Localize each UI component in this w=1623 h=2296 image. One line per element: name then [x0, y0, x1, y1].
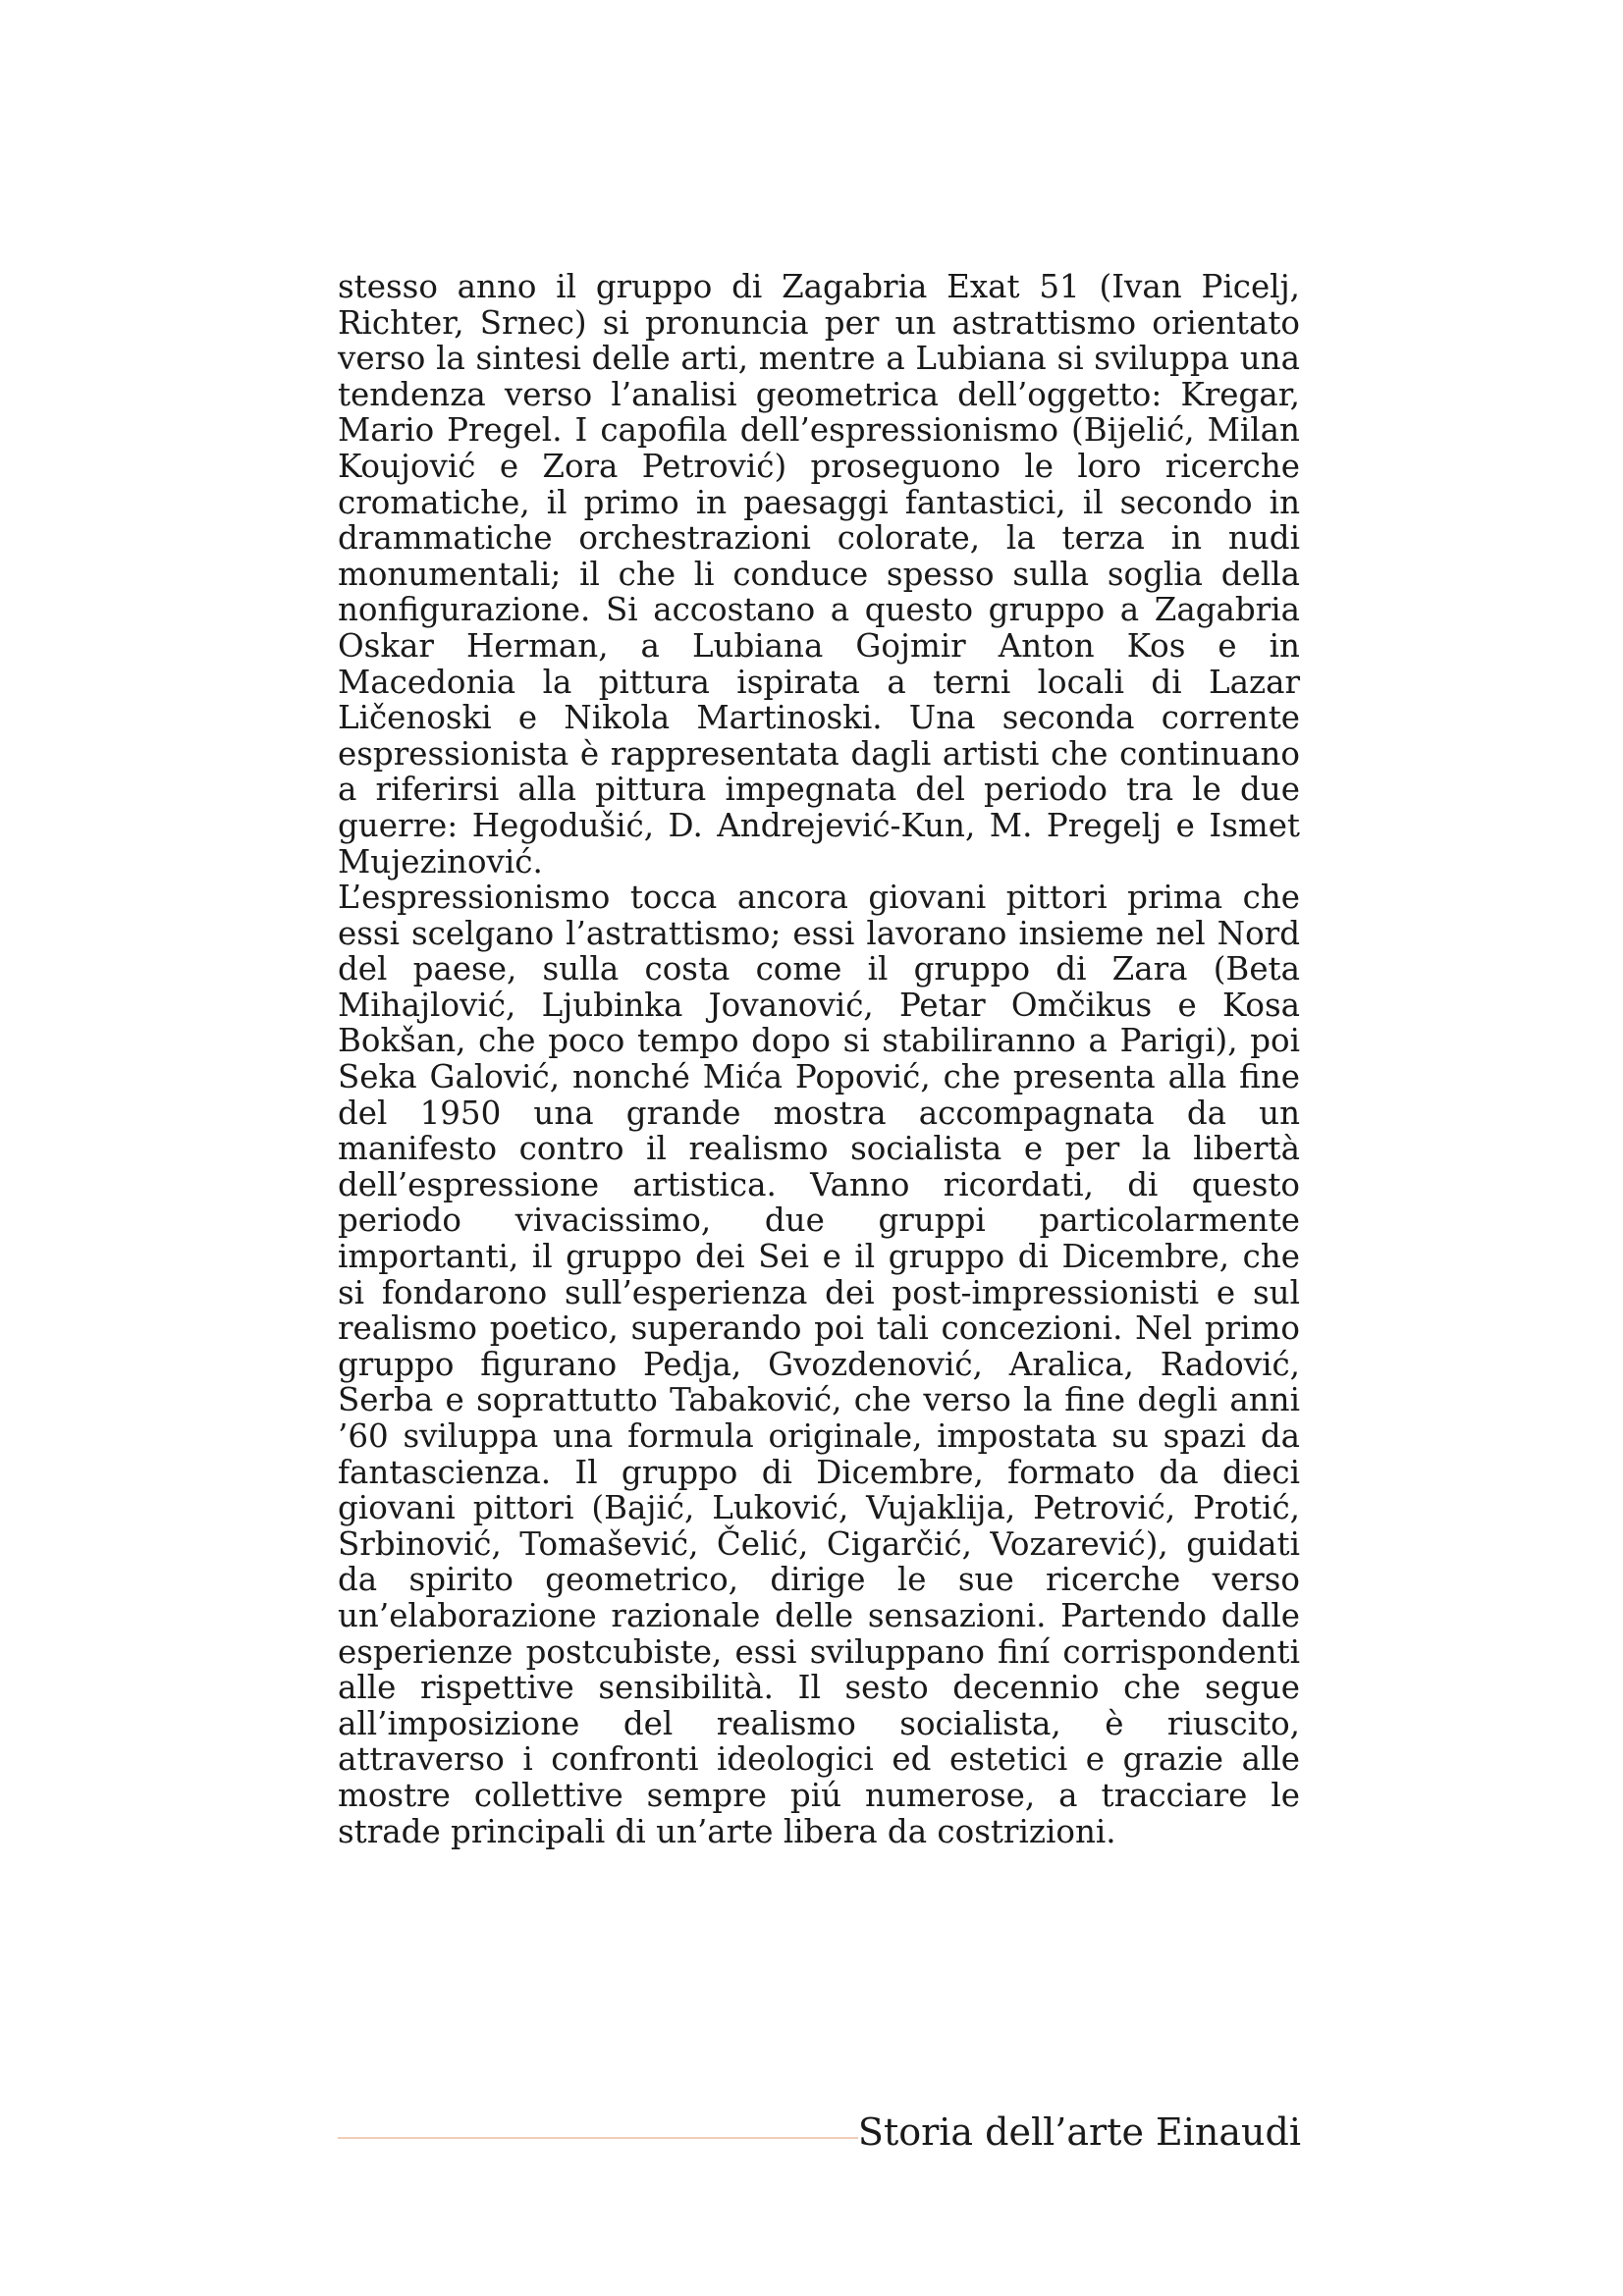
paragraph-1: stesso anno il gruppo di Zagabria Exat 51 (Ivan Picelj, Richter, Srnec) si pronuncia per un astrattismo orientato verso la sintesi delle arti, mentre a Lubiana si sviluppa una tendenza verso l’analisi geometrica dell’oggetto: Kregar, Mario Pregel. I capofila dell’espressionismo (Bijelić, Milan Koujović e Zora Petrović) proseguono le loro ricerche cromatiche, il primo in paesaggi fantastici, il secondo in drammatiche orchestrazioni colorate, la terza in nudi monumentali; il che li conduce spesso sulla soglia della nonfigurazione. Si accostano a questo gruppo a Zagabria Oskar Herman, a Lubiana Gojmir Anton Kos e in Macedonia la pittura ispirata a terni locali di Lazar Ličenoski e Nikola Martinoski. Una seconda corrente espressionista è rappresentata dagli artisti che continuano a riferirsi alla pittura impegnata del periodo tra le due guerre: Hegodušić, D. Andrejević-Kun, M. Pregelj e Ismet Mujezinović.	[338, 268, 1300, 881]
paragraph-2: L’espressionismo tocca ancora giovani pittori prima che essi scelgano l’astrattismo; essi lavorano insieme nel Nord del paese, sulla costa come il gruppo di Zara (Beta Mihajlović, Ljubinka Jovanović, Petar Omčikus e Kosa Bokšan, che poco tempo dopo si stabiliranno a Parigi), poi Seka Galović, nonché Mića Popović, che presenta alla fine del 1950 una grande mostra accompagnata da un manifesto contro il realismo socialista e per la libertà dell’espressione artistica. Vanno ricordati, di questo periodo vivacissimo, due gruppi particolarmente importanti, il gruppo dei Sei e il gruppo di Dicembre, che si fondarono sull’esperienza dei post-impressionisti e sul realismo poetico, superando poi tali concezioni. Nel primo gruppo figurano Pedja, Gvozdenović, Aralica, Radović, Serba e soprattutto Tabaković, che verso la fine degli anni ’60 sviluppa una formula originale, impostata su spazi da fantascienza. Il gruppo di Dicembre, formato da dieci giovani pittori (Bajić, Luković, Vujaklija, Petrović, Protić, Srbinović, Tomašević, Čelić, Cigarčić, Vozarević), guidati da spirito geometrico, dirige le sue ricerche verso un’elaborazione razionale delle sensazioni. Partendo dalle esperienze postcubiste, essi sviluppano finí corrispondenti alle rispettive sensibilità. Il sesto decennio che segue all’imposizione del realismo socialista, è riuscito, attraverso i confronti ideologici ed estetici e grazie alle mostre collettive sempre piú numerose, a tracciare le strade principali di un’arte libera da costrizioni.	[338, 879, 1300, 1850]
body-text	[338, 269, 1300, 1849]
footer-rule	[338, 2137, 858, 2139]
footer-title: Storia dell’arte Einaudi	[857, 2110, 1301, 2154]
